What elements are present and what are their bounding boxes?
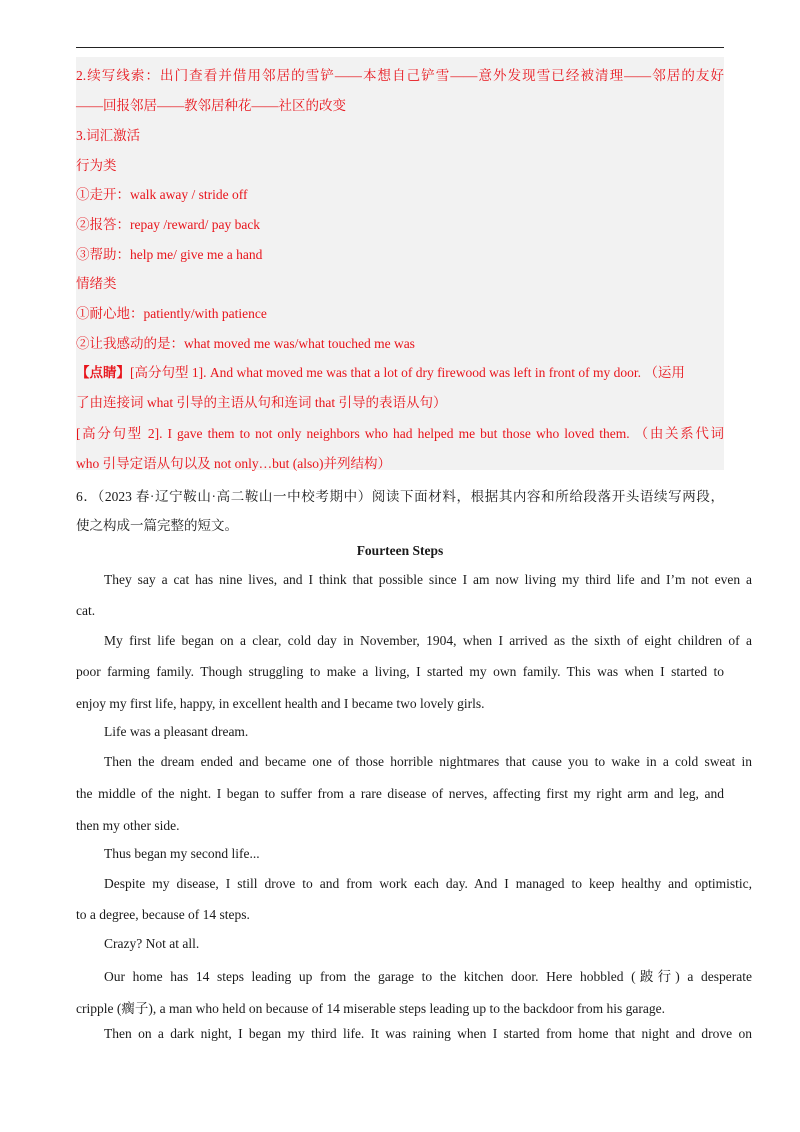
highlight-line-2: 了由连接词 what 引导的主语从句和连词 that 引导的表语从句）	[76, 395, 447, 410]
story-line: Our home has 14 steps leading up from the garage to the kitchen door. Here hobbled (跛行) a desperate	[104, 969, 752, 984]
highlight-line-1	[76, 361, 724, 381]
story-line: then my other side.	[76, 818, 180, 833]
story-line: Then the dream ended and became one of those horrible nightmares that cause you to wake in a cold sweat in	[104, 754, 752, 769]
story-title: Fourteen Steps	[356, 543, 444, 558]
behavior-heading: 行为类	[76, 158, 117, 173]
behavior-item: ③帮助：help me/ give me a hand	[76, 247, 263, 262]
behavior-item: ①走开：walk away / stride off	[76, 187, 248, 202]
pattern2-line-2: who 引导定语从句以及 not only…but (also)并列结构）	[76, 456, 391, 471]
story-line: enjoy my first life, happy, in excellent health and I became two lovely girls.	[76, 696, 485, 711]
vocab-heading: 3.词汇激活	[76, 128, 141, 143]
story-line: Despite my disease, I still drove to and from work each day. And I managed to keep healthy and optimistic,	[104, 876, 752, 891]
header-rule	[76, 47, 724, 48]
story-line: poor farming family. Though struggling to make a living, I started my own family. This was when I started to	[76, 664, 724, 679]
question-line-1: 6．（2023 春·辽宁鞍山·高二鞍山一中校考期中）阅读下面材料，根据其内容和所给段落开头语续写两段，	[76, 489, 724, 504]
story-line: They say a cat has nine lives, and I think that possible since I am now living my third life and I’m not even a	[104, 572, 752, 587]
story-line: to a degree, because of 14 steps.	[76, 907, 250, 922]
story-line: the middle of the night. I began to suffer from a rare disease of nerves, affecting first my right arm and leg, and	[76, 786, 724, 801]
clue-line-1: 2.续写线索：出门查看并借用邻居的雪铲——本想自己铲雪——意外发现雪已经被清理——邻居的友好	[76, 68, 724, 83]
emotion-item: ②让我感动的是：what moved me was/what touched me was	[76, 336, 415, 351]
story-line: My first life began on a clear, cold day in November, 1904, when I arrived as the sixth of eight children of a	[104, 633, 752, 648]
highlight-text: [高分句型 1]. And what moved me was that a lot of dry firewood was left in front of my door. （运用	[130, 365, 685, 380]
clue-line-2: ——回报邻居——教邻居种花——社区的改变	[76, 98, 346, 113]
story-line: Crazy? Not at all.	[104, 936, 200, 951]
highlight-label: 【点睛】	[76, 365, 130, 380]
question-line-2: 使之构成一篇完整的短文。	[76, 518, 238, 533]
story-line: Thus began my second life...	[104, 846, 260, 861]
emotion-heading: 情绪类	[76, 276, 117, 291]
behavior-item: ②报答：repay /reward/ pay back	[76, 217, 261, 232]
story-line: Life was a pleasant dream.	[104, 724, 249, 739]
pattern2-line-1: [高分句型 2]. I gave them to not only neighbors who had helped me but those who loved them. （由关系代词	[76, 426, 724, 441]
story-line: Then on a dark night, I began my third life. It was raining when I started from home that night and drove on	[104, 1026, 752, 1041]
emotion-item: ①耐心地：patiently/with patience	[76, 306, 267, 321]
story-line: cat.	[76, 603, 96, 618]
story-line: cripple (瘸子), a man who held on because of 14 miserable steps leading up to the backdoor from his garage.	[76, 1001, 665, 1016]
